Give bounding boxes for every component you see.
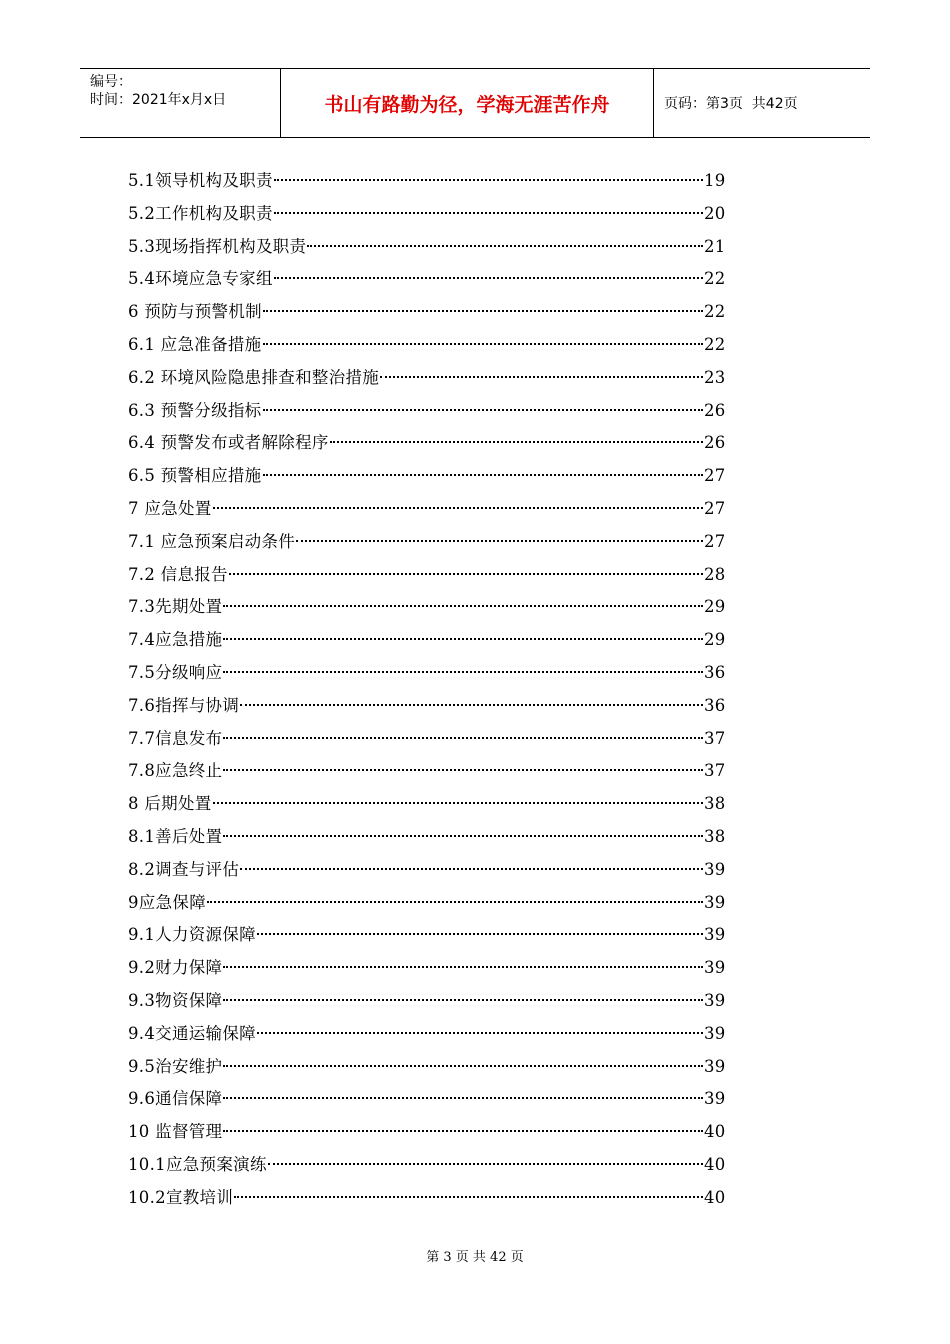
toc-entry-title: 7.7信息发布 xyxy=(128,728,223,748)
toc-entry-title: 8.1善后处置 xyxy=(128,826,223,846)
toc-leader-dots xyxy=(330,421,703,443)
toc-leader-dots xyxy=(223,585,703,607)
page-footer: 第 3 页 共 42 页 xyxy=(426,1250,524,1265)
toc-leader-dots xyxy=(223,618,703,640)
toc-entry-page: 27 xyxy=(704,531,726,551)
toc-entry-page: 22 xyxy=(704,334,726,354)
toc-entry-page: 38 xyxy=(704,794,726,814)
document-number-label: 编号： xyxy=(90,74,132,90)
toc-entry-page: 27 xyxy=(704,498,726,518)
toc-entry-title: 6.3 预警分级指标 xyxy=(128,400,262,420)
toc-entry-page: 39 xyxy=(704,925,726,945)
toc-leader-dots xyxy=(257,1012,703,1034)
toc-leader-dots xyxy=(240,848,703,870)
toc-leader-dots xyxy=(229,553,703,575)
toc-entry-page: 20 xyxy=(704,203,726,223)
toc-entry-page: 39 xyxy=(704,1056,726,1076)
toc-entry-page: 40 xyxy=(704,1154,726,1174)
toc-entry-title: 9.5治安维护 xyxy=(128,1056,223,1076)
toc-leader-dots xyxy=(274,159,703,181)
document-time-label: 时间：2021年x月x日 xyxy=(90,92,227,108)
toc-leader-dots xyxy=(240,684,703,706)
toc-entry-page: 40 xyxy=(704,1122,726,1142)
toc-leader-dots xyxy=(223,717,703,739)
toc-entry-page: 39 xyxy=(704,1023,726,1043)
toc-entry-title: 10.2宣教培训 xyxy=(128,1187,234,1207)
toc-entry-title: 8 后期处置 xyxy=(128,794,212,814)
toc-leader-dots xyxy=(223,651,703,673)
toc-leader-dots xyxy=(257,913,703,935)
toc-entry-page: 26 xyxy=(704,433,726,453)
toc-entry-title: 7.1 应急预案启动条件 xyxy=(128,531,296,551)
toc-entry-page: 36 xyxy=(704,695,726,715)
toc-leader-dots xyxy=(307,225,703,247)
toc-entry-title: 5.3现场指挥机构及职责 xyxy=(128,236,307,256)
toc-leader-dots xyxy=(263,290,703,312)
toc-leader-dots xyxy=(263,389,704,411)
toc-entry-title: 9.4交通运输保障 xyxy=(128,1023,256,1043)
toc-entry-page: 39 xyxy=(704,1089,726,1109)
toc-leader-dots xyxy=(274,257,703,279)
toc-entry-title: 7.8应急终止 xyxy=(128,761,223,781)
toc-leader-dots xyxy=(223,1077,703,1099)
toc-leader-dots xyxy=(207,881,703,903)
toc-entry-title: 5.2工作机构及职责 xyxy=(128,203,273,223)
toc-leader-dots xyxy=(213,487,703,509)
toc-entry-page: 37 xyxy=(704,728,726,748)
toc-leader-dots xyxy=(223,1110,703,1132)
toc-leader-dots xyxy=(223,749,703,771)
toc-entry-page: 21 xyxy=(704,236,726,256)
toc-leader-dots xyxy=(268,1143,703,1165)
toc-entry-title: 7.4应急措施 xyxy=(128,630,223,650)
toc-entry[interactable] xyxy=(128,1181,728,1214)
toc-leader-dots xyxy=(223,946,703,968)
toc-entry-title: 9应急保障 xyxy=(128,892,206,912)
toc-entry-title: 7.6指挥与协调 xyxy=(128,695,240,715)
header-motto: 书山有路勤为径，学海无涯苦作舟 xyxy=(324,93,610,116)
toc-entry-title: 7.3先期处置 xyxy=(128,597,223,617)
toc-entry-title: 6.2 环境风险隐患排查和整治措施 xyxy=(128,367,380,387)
header-page-cell xyxy=(654,69,870,137)
toc-entry-title: 7.2 信息报告 xyxy=(128,564,228,584)
toc-entry-title: 7.5分级响应 xyxy=(128,662,223,682)
toc-entry-page: 23 xyxy=(704,367,726,387)
toc-entry-title: 5.4环境应急专家组 xyxy=(128,269,273,289)
toc-entry-title: 9.2财力保障 xyxy=(128,958,223,978)
header-meta-cell xyxy=(80,69,281,137)
toc-entry-page: 22 xyxy=(704,269,726,289)
toc-leader-dots xyxy=(234,1176,703,1198)
toc-entry-title: 6.5 预警相应措施 xyxy=(128,466,262,486)
toc-entry-page: 28 xyxy=(704,564,726,584)
toc-leader-dots xyxy=(263,454,704,476)
toc-entry-page: 22 xyxy=(704,302,726,322)
toc-entry-page: 29 xyxy=(704,630,726,650)
page-header xyxy=(80,68,870,138)
toc-entry-title: 6.4 预警发布或者解除程序 xyxy=(128,433,329,453)
toc-entry-page: 38 xyxy=(704,826,726,846)
toc-entry-page: 26 xyxy=(704,400,726,420)
toc-entry-title: 9.6通信保障 xyxy=(128,1089,223,1109)
toc-entry-page: 29 xyxy=(704,597,726,617)
toc-entry-title: 7 应急处置 xyxy=(128,498,212,518)
toc-entry-page: 39 xyxy=(704,859,726,879)
toc-entry-page: 40 xyxy=(704,1187,726,1207)
toc-entry-page: 27 xyxy=(704,466,726,486)
toc-entry-title: 10 监督管理 xyxy=(128,1122,223,1142)
toc-entry-page: 39 xyxy=(704,892,726,912)
toc-entry-page: 37 xyxy=(704,761,726,781)
header-motto-cell xyxy=(281,69,654,137)
toc-entry-title: 9.1人力资源保障 xyxy=(128,925,256,945)
toc-entry-title: 10.1应急预案演练 xyxy=(128,1154,267,1174)
toc-leader-dots xyxy=(274,192,703,214)
toc-entry-page: 39 xyxy=(704,990,726,1010)
toc-leader-dots xyxy=(223,979,703,1001)
toc-leader-dots xyxy=(223,1045,703,1067)
toc-entry-title: 8.2调查与评估 xyxy=(128,859,240,879)
toc-entry-title: 5.1领导机构及职责 xyxy=(128,171,273,190)
toc-leader-dots xyxy=(380,356,703,378)
toc-leader-dots xyxy=(213,782,703,804)
toc-leader-dots xyxy=(296,520,703,542)
header-page-info: 页码：第3页 共42页 xyxy=(664,96,798,112)
toc-entry-page: 19 xyxy=(704,171,726,190)
table-of-contents xyxy=(128,164,728,1214)
toc-entry-title: 6.1 应急准备措施 xyxy=(128,334,262,354)
toc-leader-dots xyxy=(223,815,703,837)
toc-leader-dots xyxy=(263,323,704,345)
toc-entry-title: 6 预防与预警机制 xyxy=(128,302,262,322)
toc-entry-page: 36 xyxy=(704,662,726,682)
toc-entry-page: 39 xyxy=(704,958,726,978)
toc-entry-title: 9.3物资保障 xyxy=(128,990,223,1010)
